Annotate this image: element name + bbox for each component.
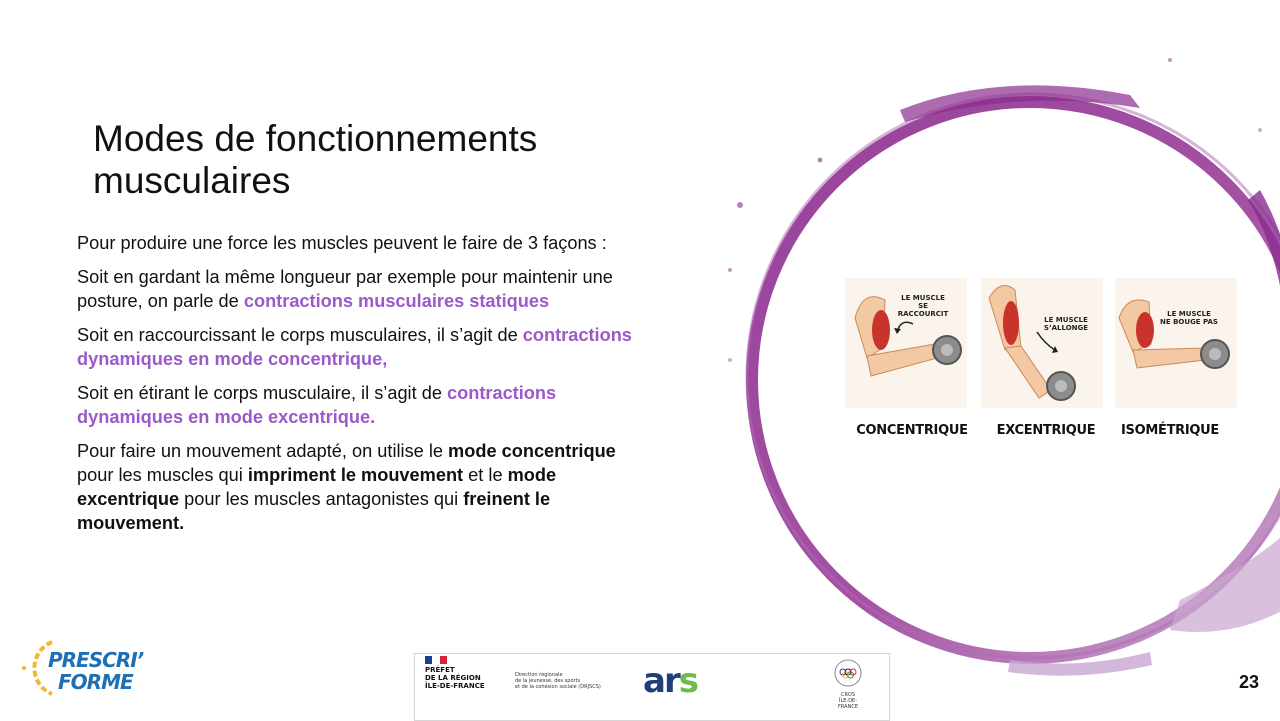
slide-title bbox=[93, 118, 653, 202]
isometric-note bbox=[1157, 310, 1221, 326]
usage-text-4: pour les muscles antagonistes qui bbox=[179, 489, 464, 509]
drjscs-text bbox=[515, 672, 601, 690]
french-flag-icon bbox=[425, 656, 447, 664]
isometric-note-line-1: LE MUSCLE bbox=[1167, 310, 1211, 318]
paragraph-intro bbox=[77, 231, 647, 255]
eccentric-highlight: contractions dynamiques en mode excentrique. bbox=[77, 383, 557, 427]
paragraph-eccentric bbox=[77, 381, 647, 429]
paragraph-usage bbox=[77, 439, 647, 535]
usage-bold-1: mode concentrique bbox=[448, 441, 616, 461]
eccentric-illustration bbox=[981, 278, 1103, 408]
concentric-note-line-1: LE MUSCLE bbox=[901, 294, 945, 302]
cros-text bbox=[828, 692, 868, 710]
eccentric-note-line-2: S’ALLONGE bbox=[1043, 324, 1089, 332]
intro-text: Pour produire une force les muscles peuvent le faire de 3 façons : bbox=[77, 233, 607, 253]
concentric-highlight: contractions dynamiques en mode concentrique, bbox=[77, 325, 632, 369]
isometric-illustration bbox=[1115, 278, 1237, 408]
usage-bold-2: impriment le mouvement bbox=[247, 465, 464, 485]
concentric-note-line-2: SE RACCOURCIT bbox=[897, 302, 949, 318]
usage-bold-4: freinent le mouvement. bbox=[77, 489, 551, 533]
page-number: 23 bbox=[1238, 672, 1260, 692]
prescriforme-line-1: PRESCRI’ bbox=[48, 648, 144, 672]
partner-logos bbox=[414, 653, 890, 721]
prefet-line-2: DE LA RÉGION bbox=[425, 674, 481, 682]
ars-logo-ar: ar bbox=[643, 661, 679, 701]
eccentric-note bbox=[1041, 316, 1091, 332]
prefet-line-3: ÎLE-DE-FRANCE bbox=[425, 682, 485, 690]
drjscs-line-3: et de la cohésion sociale (DRJSCS) bbox=[515, 684, 601, 690]
eccentric-note-line-1: LE MUSCLE bbox=[1044, 316, 1088, 324]
isometric-label: ISOMÉTRIQUE bbox=[1121, 423, 1219, 438]
cros-line-1: CROS bbox=[840, 692, 856, 698]
isometric-note-line-2: NE BOUGE PAS bbox=[1160, 318, 1218, 326]
olympic-rings-icon bbox=[833, 658, 863, 688]
title-line-2: musculaires bbox=[93, 160, 291, 201]
concentric-label: CONCENTRIQUE bbox=[856, 423, 968, 438]
static-highlight: contractions musculaires statiques bbox=[243, 291, 550, 311]
prefet-line-1: PRÉFET bbox=[425, 666, 455, 674]
static-text: Soit en gardant la même longueur par exemple pour maintenir une posture, on parle de bbox=[77, 267, 613, 311]
paragraph-concentric bbox=[77, 323, 647, 371]
concentric-note bbox=[893, 294, 953, 318]
usage-text-1: Pour faire un mouvement adapté, on utilise le bbox=[77, 441, 449, 461]
drjscs-line-2: de la jeunesse, des sports bbox=[515, 678, 581, 684]
eccentric-label: EXCENTRIQUE bbox=[996, 423, 1096, 438]
cros-line-3: FRANCE bbox=[838, 704, 858, 710]
concentric-text: Soit en raccourcissant le corps musculaires, il s’agit de bbox=[77, 325, 523, 345]
ars-logo bbox=[643, 661, 697, 701]
ars-logo-s: s bbox=[678, 661, 697, 701]
eccentric-text: Soit en étirant le corps musculaire, il s’agit de bbox=[77, 383, 447, 403]
usage-text-3: et le bbox=[463, 465, 508, 485]
body-text bbox=[77, 231, 647, 545]
drjscs-line-1: Direction régionale bbox=[515, 672, 563, 678]
title-line-1: Modes de fonctionnements bbox=[93, 118, 538, 159]
prescriforme-line-2: FORME bbox=[58, 670, 133, 694]
muscle-contraction-figure bbox=[845, 278, 1240, 448]
cros-line-2: ÎLE-DE- bbox=[838, 698, 858, 704]
prescriforme-logo bbox=[18, 632, 144, 704]
usage-bold-3: mode excentrique bbox=[77, 465, 557, 509]
prefet-logo-text bbox=[425, 666, 485, 690]
paragraph-static bbox=[77, 265, 647, 313]
usage-text-2: pour les muscles qui bbox=[77, 465, 248, 485]
